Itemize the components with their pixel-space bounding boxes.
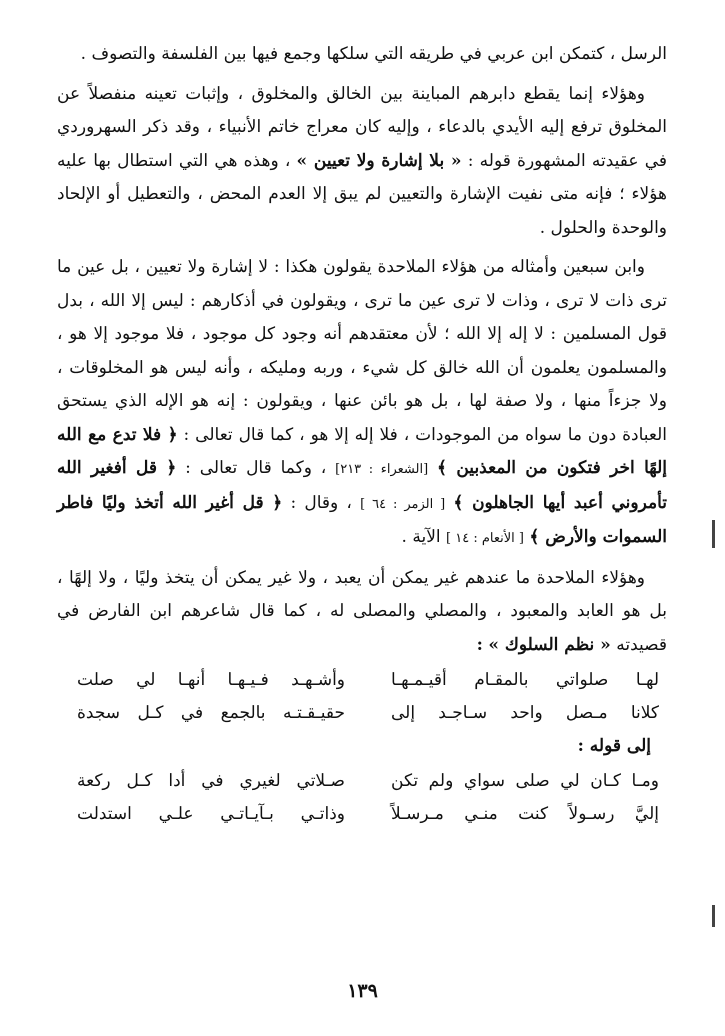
poem-title: « نظم السلوك » (488, 634, 611, 655)
paragraph-text: ، وهذه هي التي استطال بها عليه هؤلاء ؛ فإنه متى نفيت الإشارة والتعيين لم يبق إلا العدم المحض ، والتعطيل أو الإلحاد والوحدة والحلول . (57, 150, 667, 238)
verse-second-hemistich: صـلاتي لغيري في أدا كـل ركعة (77, 771, 345, 791)
paragraph-text: ، وكما قال تعالى : (185, 458, 327, 478)
paragraph-ibn-sabin (57, 251, 667, 556)
poem-verse (57, 697, 667, 730)
scan-edge-mark (712, 905, 715, 927)
paragraph-text: وهؤلاء الملاحدة ما عندهم غير يمكن أن يعبد ، ولا غير يمكن أن يتخذ وليًا ، ولا إلهًا ، بل هو العابد والمعبود ، والمصلي والمصلى له ، كما قال شاعرهم ابن الفارض في قصيدته (57, 567, 667, 655)
page-body (57, 38, 667, 831)
verse-second-hemistich: وأشـهـد فـيـهـا أنهـا لي صلت (77, 670, 345, 690)
paragraph-text: وابن سبعين وأمثاله من هؤلاء الملاحدة يقولون هكذا : لا إشارة ولا تعيين ، بل عين ما ترى ذات لا ترى ، وذات لا ترى عين ما ترى ، ويقولون في أذكارهم : ليس إلا الله ، بدل قول المسلمين : لا إله إلا الله ؛ لأن معتقدهم أنه وجود كل موجود ، فلا موجود إلا هو ، والمسلمون يعلمون أن الله خالق كل شيء ، وربه ومليكه ، وأنه ليس هو المخلوقات ، ولا جزءاً منها ، ولا صفة لها ، بل هو بائن عنها ، ويقولون : إنه هو الإله الذي يستحق العبادة دون ما سواه من الموجودات ، فلا إله إلا هو ، كما قال تعالى : (57, 257, 668, 445)
paragraph-continuation (57, 38, 667, 72)
verse-first-hemistich: ومـا كـان لي صلى سواي ولم تكن (391, 771, 659, 791)
verse-reference: [ الأنعام : ١٤ ] (446, 531, 524, 546)
paragraph-text: ، وقال : (290, 492, 352, 513)
verse-reference: [الشعراء : ٢١٣] (335, 462, 429, 477)
quoted-phrase: « بلا إشارة ولا تعيين » (296, 150, 462, 171)
poem-verse (57, 765, 667, 798)
paragraph-suhrawardi (57, 78, 667, 246)
paragraph-ibn-farid (57, 562, 667, 663)
quran-verse: ﴿ قل أغير الله أتخذ وليًا فاطر السموات والأرض ﴾ (57, 492, 667, 547)
verse-transition-note: إلى قوله : (577, 736, 651, 756)
paragraph-text: : (476, 634, 483, 655)
paragraph-text: وهؤلاء إنما يقطع دابرهم المباينة بين الخالق والمخلوق ، وإثبات تعينه منفصلاً عن المخلوق ترفع إليه الأيدي بالدعاء ، وإليه كان معراج خاتم الأنبياء ، وقد ذكر السهروردي في عقيدته المشهورة قوله : (57, 83, 668, 171)
quran-verse: ﴿ قل أفغير الله تأمروني أعبد أيها الجاهلون ﴾ (57, 458, 668, 513)
poem-verses-second (57, 765, 667, 831)
page-number: ١٣٩ (347, 980, 378, 1002)
verse-reference: [ الزمر : ٦٤ ] (360, 496, 446, 512)
paragraph-text: الآية . (401, 527, 441, 547)
poem-verses-first (57, 664, 667, 730)
verse-first-hemistich: كلانا مـصل واحد سـاجـد إلى (391, 703, 659, 723)
scan-edge-mark (712, 520, 715, 548)
verse-second-hemistich: حقيـقـتـه بالجمع في كـل سجدة (77, 703, 345, 723)
quran-verse: ﴿ فلا تدع مع الله إلهًا اخر فتكون من المعذبين ﴾ (57, 424, 668, 478)
verse-first-hemistich: إليَّ رسـولاً كنت منـي مـرسـلاً (391, 804, 659, 824)
poem-verse (57, 798, 667, 831)
verse-first-hemistich: لهـا صلواتي بالمقـام أقيـمـهـا (391, 670, 659, 690)
poem-verse (57, 664, 667, 697)
paragraph-text: الرسل ، كتمكن ابن عربي في طريقه التي سلكها وجمع فيها بين الفلسفة والتصوف . (80, 44, 667, 64)
verse-second-hemistich: وذاتـي بـآيـاتـي علـي استدلت (77, 804, 345, 824)
